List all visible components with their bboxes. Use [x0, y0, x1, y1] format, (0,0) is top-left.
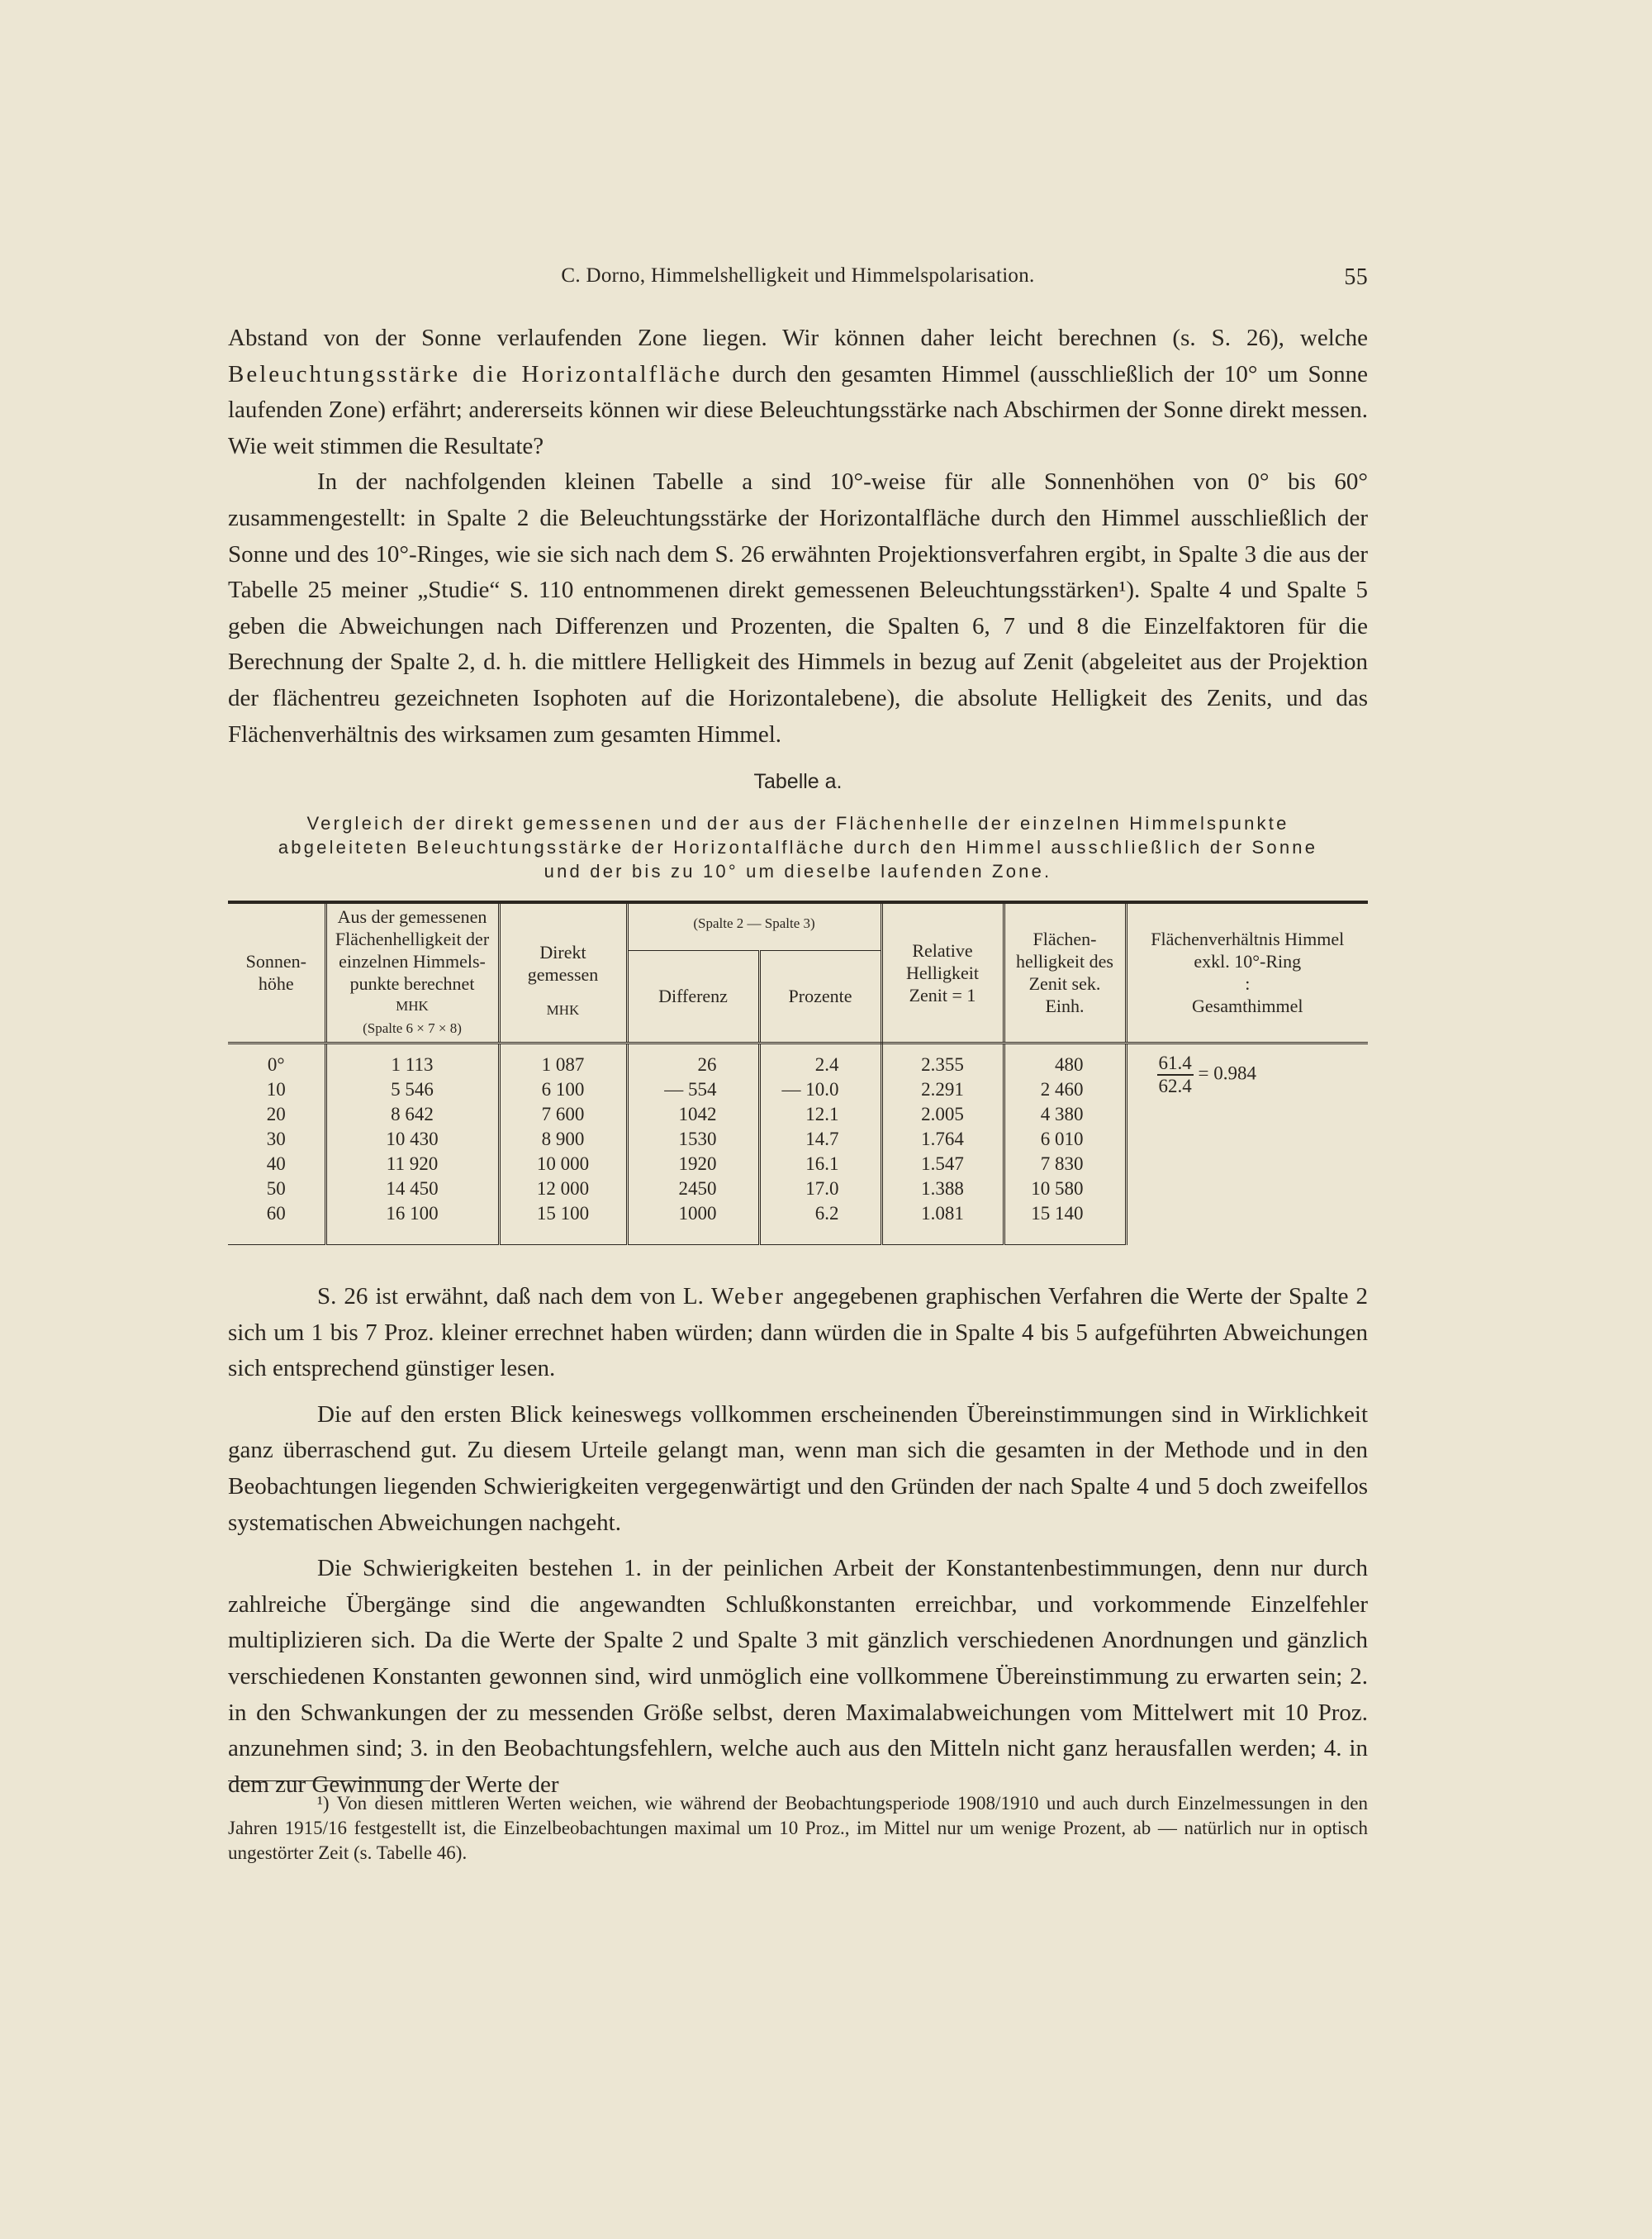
header-berechnet — [325, 902, 499, 1043]
table-caption — [228, 811, 1368, 883]
cell-prozente: 17.0 — [759, 1177, 881, 1201]
paragraph-1-start: Abstand von der Sonne verlaufenden Zone liegen. Wir können daher leicht berechnen (s. S. 26), welche — [228, 325, 1368, 351]
cell-relativ: 1.388 — [881, 1177, 1004, 1201]
cell-relativ: 1.081 — [881, 1201, 1004, 1245]
cell-relativ: 1.764 — [881, 1127, 1004, 1152]
ratio-denominator: 62.4 — [1158, 1075, 1192, 1096]
header-gemessen — [499, 902, 627, 1043]
paragraph-1-end: durch den gesamten Himmel (ausschließlich der 10° um Sonne laufenden Zone) erfährt; andererseits können wir diese Beleuchtungsstärke nach Abschirmen der Sonne direkt messen. Wie weit stimmen die Resultate? — [228, 360, 1369, 459]
header-group-spalte: (Spalte 2 — Spalte 3) — [627, 902, 881, 950]
header-berechnet-unit: MHK — [396, 998, 429, 1015]
cell-relativ: 2.355 — [881, 1043, 1004, 1077]
header-berechnet-label: Aus der gemessenen Flächenhelligkeit der einzelnen Himmels-punkte berechnet — [335, 906, 490, 995]
body-text-bottom — [228, 1279, 1368, 1813]
cell-hoehe: 50 — [266, 1177, 286, 1199]
cell-differenz: 1920 — [627, 1152, 759, 1177]
ratio-numerator: 61.4 — [1157, 1053, 1194, 1076]
cell-flaechen: 2 460 — [1004, 1077, 1126, 1102]
header-gemessen-label: Direkt gemessen — [527, 941, 599, 985]
ratio-fraction — [1157, 1053, 1194, 1097]
cell-gemessen: 1 087 — [499, 1043, 627, 1077]
cell-hoehe: 20 — [266, 1103, 286, 1124]
cell-differenz: 26 — [627, 1043, 759, 1077]
cell-flaechen: 4 380 — [1004, 1102, 1126, 1127]
header-sonnenhoehe: Sonnen-höhe — [228, 902, 325, 1043]
paragraph-5: Die Schwierigkeiten bestehen 1. in der peinlichen Arbeit der Konstantenbestimmungen, denn nur durch zahlreiche Übergänge sind die angewandten Schlußkonstanten erreichbar, und vorkommende Einzelfehler multiplizieren sich. Da die Werte der Spalte 2 und Spalte 3 mit gänzlich verschiedenen Anordnungen und gänzlich verschiedenen Konstanten gewonnen sind, wird unmöglich eine vollkommene Übereinstimmung zu erwarten sein; 2. in den Schwankungen der zu messenden Größe selbst, deren Maximalabweichungen vom Mittelwert mit 10 Proz. anzunehmen sind; 3. in den Beobachtungsfehlern, welche auch aus den Mitteln nicht ganz herausfallen werden; 4. in dem zur Gewinnung der Werte der — [228, 1555, 1368, 1798]
cell-berechnet: 1 113 — [325, 1043, 499, 1077]
table-body — [228, 1043, 1368, 1244]
paragraph-4: Die auf den ersten Blick keineswegs vollkommen erscheinenden Übereinstimmungen sind in Wirklichkeit ganz überraschend gut. Zu diesem Urteile gelangt man, wenn man sich die gesamten in der Methode und in den Beobachtungen liegenden Schwierigkeiten vergegenwärtigt und den Gründen der nach Spalte 4 und 5 doch zweifellos systematischen Abweichungen nachgeht. — [228, 1400, 1368, 1536]
cell-gemessen: 6 100 — [499, 1077, 627, 1102]
paragraph-2: In der nachfolgenden kleinen Tabelle a sind 10°-weise für alle Sonnenhöhen von 0° bis 60° zusammengestellt: in Spalte 2 die Beleuchtungsstärke der Horizontalfläche durch den Himmel ausschließlich der Sonne und des 10°-Ringes, wie sie sich nach dem S. 26 erwähnten Projektionsverfahren ergibt, in Spalte 3 die aus der Tabelle 25 meiner „Studie“ S. 110 entnommenen direkt gemessenen Beleuchtungsstärken¹). Spalte 4 und Spalte 5 geben die Abweichungen nach Differenzen und Prozenten, die Spalten 6, 7 und 8 die Einzelfaktoren für die Berechnung der Spalte 2, d. h. die mittlere Helligkeit des Himmels in bezug auf Zenit (abgeleitet aus der Projektion der flächentreu gezeichneten Isophoten auf die Horizontalebene), die absolute Helligkeit des Zenits, und das Flächenverhältnis des wirksamen zum gesamten Himmel. — [228, 468, 1368, 748]
page-number: 55 — [1344, 264, 1368, 290]
header-prozente: Prozente — [759, 950, 881, 1043]
cell-differenz: 1530 — [627, 1127, 759, 1152]
cell-flaechen: 6 010 — [1004, 1127, 1126, 1152]
header-berechnet-note: (Spalte 6 × 7 × 8) — [363, 1020, 462, 1037]
table-title: Tabelle a. — [753, 770, 843, 793]
cell-gemessen: 10 000 — [499, 1152, 627, 1177]
cell-relativ: 2.005 — [881, 1102, 1004, 1127]
cell-flaechen: 15 140 — [1004, 1201, 1126, 1245]
cell-prozente: 2.4 — [759, 1043, 881, 1077]
cell-differenz: 2450 — [627, 1177, 759, 1201]
cell-differenz: 1042 — [627, 1102, 759, 1127]
header-gemessen-unit: MHK — [546, 1001, 580, 1018]
paragraph-3-start: S. 26 ist erwähnt, daß nach dem von L. — [317, 1283, 704, 1310]
header-flaechenverhaeltnis — [1126, 902, 1368, 1043]
paragraph-1-emphasis: Beleuchtungsstärke die Horizontalfläche — [228, 360, 723, 387]
cell-hoehe: 0° — [267, 1053, 285, 1075]
table-caption-line-2: abgeleiteten Beleuchtungsstärke der Horizontalfläche durch den Himmel ausschließlich der Sonne — [278, 837, 1318, 858]
table-caption-line-3: und der bis zu 10° um dieselbe laufenden Zone. — [544, 861, 1052, 882]
cell-flaechen: 10 580 — [1004, 1177, 1126, 1201]
table-row — [228, 1043, 1368, 1077]
footnote: ¹) Von diesen mittleren Werten weichen, wie während der Beobachtungsperiode 1908/1910 und auch durch Einzelmessungen in den Jahren 1915/16 festgestellt ist, die Einzelbeobachtungen maximal um 10 Proz., im Mittel nur um wenige Prozent, ab — natürlich nur in optisch ungestörter Zeit (s. Tabelle 46). — [228, 1793, 1368, 1863]
paragraph-3-name: Weber — [710, 1283, 786, 1310]
header-flaechenverhaeltnis-bottom: Gesamthimmel — [1192, 996, 1303, 1017]
header-flaechenverhaeltnis-top: Flächenverhältnis Himmel exkl. 10°-Ring — [1151, 929, 1345, 972]
header-differenz: Differenz — [627, 950, 759, 1043]
cell-differenz: 1000 — [627, 1201, 759, 1245]
cell-flaechen: 7 830 — [1004, 1152, 1126, 1177]
footnote-divider — [228, 1780, 430, 1781]
cell-flaechen: 480 — [1004, 1043, 1126, 1077]
cell-prozente: 14.7 — [759, 1127, 881, 1152]
header-flaechen: Flächen-helligkeit des Zenit sek. Einh. — [1004, 902, 1126, 1043]
cell-hoehe: 40 — [266, 1153, 286, 1174]
paragraph-3-end: angegebenen graphischen Verfahren die Werte der Spalte 2 sich um 1 bis 7 Proz. kleiner errechnet haben würden; dann würden die in Spalte 4 bis 5 aufgeführten Abweichungen sich entsprechend günstiger lesen. — [228, 1283, 1369, 1382]
cell-berechnet: 16 100 — [325, 1201, 499, 1245]
cell-hoehe: 60 — [228, 1201, 325, 1245]
cell-prozente: 16.1 — [759, 1152, 881, 1177]
cell-prozente: 12.1 — [759, 1102, 881, 1127]
table-a — [228, 901, 1368, 1245]
header-relativ: Relative Helligkeit Zenit = 1 — [881, 902, 1004, 1043]
cell-prozente: — 10.0 — [759, 1077, 881, 1102]
header-title: C. Dorno, Himmelshelligkeit und Himmelspolarisation. — [561, 264, 1035, 287]
cell-ratio — [1126, 1043, 1368, 1244]
cell-hoehe: 10 — [266, 1078, 286, 1100]
paragraph-3 — [228, 1279, 1368, 1387]
paragraph-1 — [228, 321, 1368, 464]
cell-berechnet: 14 450 — [325, 1177, 499, 1201]
cell-berechnet: 11 920 — [325, 1152, 499, 1177]
ratio-result: = 0.984 — [1198, 1062, 1256, 1083]
cell-gemessen: 15 100 — [499, 1201, 627, 1245]
cell-relativ: 1.547 — [881, 1152, 1004, 1177]
cell-berechnet: 8 642 — [325, 1102, 499, 1127]
cell-prozente: 6.2 — [759, 1201, 881, 1245]
cell-hoehe: 30 — [266, 1128, 286, 1149]
cell-gemessen: 8 900 — [499, 1127, 627, 1152]
cell-berechnet: 5 546 — [325, 1077, 499, 1102]
cell-berechnet: 10 430 — [325, 1127, 499, 1152]
body-text-top — [228, 321, 1368, 753]
header-flaechenverhaeltnis-colon: : — [1245, 973, 1251, 995]
table-caption-line-1: Vergleich der direkt gemessenen und der aus der Flächenhelle der einzelnen Himmelspunkte — [306, 813, 1289, 834]
cell-gemessen: 12 000 — [499, 1177, 627, 1201]
cell-gemessen: 7 600 — [499, 1102, 627, 1127]
cell-differenz: — 554 — [627, 1077, 759, 1102]
cell-relativ: 2.291 — [881, 1077, 1004, 1102]
